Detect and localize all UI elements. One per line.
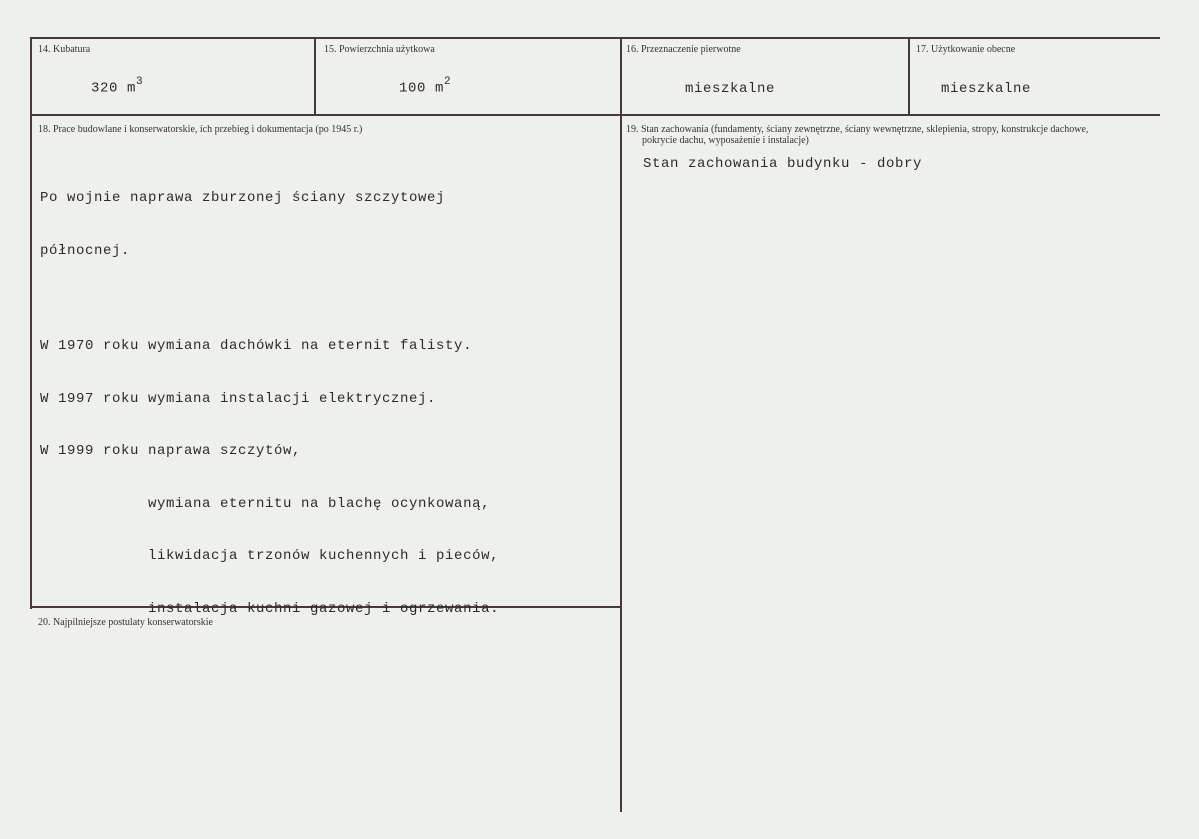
- divider-center: [620, 37, 622, 812]
- field-15-unit-exponent: 2: [444, 76, 452, 88]
- field-19-label-line1: 19. Stan zachowania (fundamenty, ściany zewnętrzne, ściany wewnętrzne, sklepienia, stropy, konstrukcje dachowe,: [626, 124, 1089, 135]
- field-19-label-line2: pokrycie dachu, wyposażenie i instalacje): [642, 135, 809, 146]
- field-18-line: północnej.: [40, 242, 131, 259]
- field-17-value: mieszkalne: [941, 81, 1032, 97]
- top-rule: [30, 37, 1160, 39]
- field-14-number: 320 m: [91, 80, 137, 97]
- field-14-label: 14. Kubatura: [38, 44, 91, 55]
- field-15-value: [399, 78, 451, 97]
- field-19-value: Stan zachowania budynku - dobry: [643, 156, 923, 172]
- field-18-line: Po wojnie naprawa zburzonej ściany szczytowej: [40, 190, 446, 206]
- field-17-label: 17. Użytkowanie obecne: [916, 44, 1016, 55]
- field-18-gap: [40, 295, 499, 303]
- field-18-line: likwidacja trzonów kuchennych i pieców,: [40, 548, 500, 564]
- row1-bottom-rule: [30, 114, 1160, 116]
- left-border: [30, 37, 32, 609]
- field-18-line: W 1970 roku wymiana dachówki na eternit falisty.: [40, 338, 473, 354]
- field-18-line: W 1999 roku naprawa szczytów,: [40, 443, 302, 459]
- field-18-line: wymiana eternitu na blachę ocynkowaną,: [40, 495, 491, 512]
- divider-14-15: [314, 37, 316, 116]
- field-15-number: 100 m: [399, 80, 445, 97]
- field-20-label: 20. Najpilniejsze postulaty konserwatorskie: [38, 617, 213, 628]
- field-18-line: instalacja kuchni gazowej i ogrzewania.: [40, 600, 500, 617]
- field-14-value: [91, 78, 143, 97]
- field-16-label: 16. Przeznaczenie pierwotne: [626, 44, 741, 55]
- divider-16-17: [908, 37, 910, 116]
- field-18-line: W 1997 roku wymiana instalacji elektrycznej.: [40, 390, 437, 407]
- field-14-unit-exponent: 3: [136, 76, 144, 88]
- field-18-label: 18. Prace budowlane i konserwatorskie, ich przebieg i dokumentacja (po 1945 r.): [38, 124, 363, 135]
- field-15-label: 15. Powierzchnia użytkowa: [324, 44, 435, 55]
- field-16-value: mieszkalne: [685, 81, 776, 97]
- field-18-text: [40, 155, 499, 653]
